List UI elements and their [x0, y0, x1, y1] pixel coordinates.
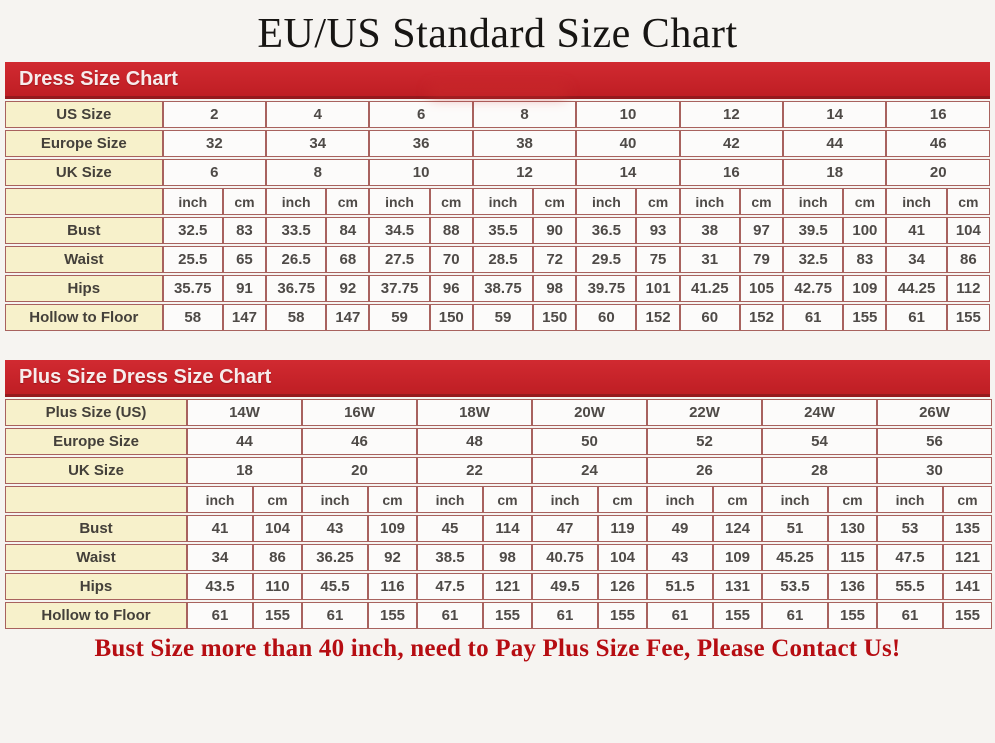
cm-value-cell: 126 [598, 573, 647, 600]
inch-value-cell: 26.5 [266, 246, 326, 273]
cm-value-cell: 131 [713, 573, 762, 600]
cm-value-cell: 91 [223, 275, 266, 302]
cm-value-cell: 121 [943, 544, 992, 571]
cm-value-cell: 83 [223, 217, 266, 244]
row-label: UK Size [5, 457, 187, 484]
row-label: Waist [5, 246, 163, 273]
cm-value-cell: 135 [943, 515, 992, 542]
inch-value-cell: 49.5 [532, 573, 598, 600]
inch-value-cell: 37.75 [369, 275, 429, 302]
cm-value-cell: 155 [368, 602, 417, 629]
inch-value-cell: 47.5 [417, 573, 483, 600]
row-label: US Size [5, 101, 163, 128]
unit-inch-header: inch [762, 486, 828, 513]
cm-value-cell: 155 [483, 602, 532, 629]
row-label: Hollow to Floor [5, 304, 163, 331]
inch-value-cell: 61 [302, 602, 368, 629]
cm-value-cell: 88 [430, 217, 473, 244]
size-value-cell: 26 [647, 457, 762, 484]
inch-value-cell: 28.5 [473, 246, 533, 273]
inch-value-cell: 61 [532, 602, 598, 629]
row-label: Hips [5, 573, 187, 600]
inch-value-cell: 60 [680, 304, 740, 331]
size-value-cell: 12 [680, 101, 783, 128]
cm-value-cell: 155 [947, 304, 990, 331]
size-value-cell: 20W [532, 399, 647, 426]
measure-row [5, 217, 990, 244]
inch-value-cell: 36.75 [266, 275, 326, 302]
size-value-cell: 48 [417, 428, 532, 455]
unit-inch-header: inch [647, 486, 713, 513]
inch-value-cell: 59 [473, 304, 533, 331]
inch-value-cell: 40.75 [532, 544, 598, 571]
cm-value-cell: 104 [598, 544, 647, 571]
size-value-cell: 52 [647, 428, 762, 455]
size-value-cell: 8 [266, 159, 369, 186]
size-value-cell: 10 [576, 101, 679, 128]
inch-value-cell: 61 [877, 602, 943, 629]
cm-value-cell: 155 [598, 602, 647, 629]
cm-value-cell: 93 [636, 217, 679, 244]
inch-value-cell: 32.5 [163, 217, 223, 244]
cm-value-cell: 150 [533, 304, 576, 331]
row-label: Europe Size [5, 428, 187, 455]
size-row [5, 457, 992, 484]
unit-inch-header: inch [473, 188, 533, 215]
inch-value-cell: 34 [886, 246, 946, 273]
size-value-cell: 16 [680, 159, 783, 186]
cm-value-cell: 68 [326, 246, 369, 273]
unit-inch-header: inch [680, 188, 740, 215]
inch-value-cell: 61 [647, 602, 713, 629]
inch-value-cell: 44.25 [886, 275, 946, 302]
row-label: Bust [5, 217, 163, 244]
cm-value-cell: 116 [368, 573, 417, 600]
inch-value-cell: 38.75 [473, 275, 533, 302]
unit-inch-header: inch [417, 486, 483, 513]
inch-value-cell: 60 [576, 304, 636, 331]
standard_chart-table [5, 99, 990, 333]
unit-cm-header: cm [843, 188, 886, 215]
plus-chart-table-container [5, 397, 990, 631]
unit-inch-header: inch [302, 486, 368, 513]
inch-value-cell: 38.5 [417, 544, 483, 571]
size-value-cell: 40 [576, 130, 679, 157]
inch-value-cell: 47.5 [877, 544, 943, 571]
inch-value-cell: 43 [302, 515, 368, 542]
inch-value-cell: 39.5 [783, 217, 843, 244]
inch-value-cell: 36.5 [576, 217, 636, 244]
unit-cm-header: cm [828, 486, 877, 513]
size-value-cell: 6 [163, 159, 266, 186]
row-label-empty [5, 486, 187, 513]
size-value-cell: 24 [532, 457, 647, 484]
inch-value-cell: 45 [417, 515, 483, 542]
size-value-cell: 36 [369, 130, 472, 157]
cm-value-cell: 101 [636, 275, 679, 302]
cm-value-cell: 155 [943, 602, 992, 629]
size-value-cell: 20 [886, 159, 990, 186]
size-value-cell: 20 [302, 457, 417, 484]
size-row [5, 130, 990, 157]
unit-inch-header: inch [576, 188, 636, 215]
size-value-cell: 16 [886, 101, 990, 128]
size-value-cell: 26W [877, 399, 992, 426]
unit-inch-header: inch [187, 486, 253, 513]
size-value-cell: 22W [647, 399, 762, 426]
size-row [5, 428, 992, 455]
cm-value-cell: 109 [368, 515, 417, 542]
inch-value-cell: 43 [647, 544, 713, 571]
size-value-cell: 56 [877, 428, 992, 455]
cm-value-cell: 114 [483, 515, 532, 542]
unit-cm-header: cm [326, 188, 369, 215]
inch-value-cell: 41 [187, 515, 253, 542]
inch-value-cell: 41 [886, 217, 946, 244]
cm-value-cell: 112 [947, 275, 990, 302]
cm-value-cell: 92 [368, 544, 417, 571]
unit-inch-header: inch [877, 486, 943, 513]
unit-inch-header: inch [886, 188, 946, 215]
inch-value-cell: 58 [163, 304, 223, 331]
cm-value-cell: 70 [430, 246, 473, 273]
cm-value-cell: 119 [598, 515, 647, 542]
size-value-cell: 54 [762, 428, 877, 455]
inch-value-cell: 39.75 [576, 275, 636, 302]
inch-value-cell: 41.25 [680, 275, 740, 302]
inch-value-cell: 36.25 [302, 544, 368, 571]
cm-value-cell: 130 [828, 515, 877, 542]
inch-value-cell: 53.5 [762, 573, 828, 600]
cm-value-cell: 105 [740, 275, 783, 302]
standard-size-chart-section [0, 62, 995, 333]
size-value-cell: 18W [417, 399, 532, 426]
unit-inch-header: inch [266, 188, 326, 215]
size-value-cell: 32 [163, 130, 266, 157]
cm-value-cell: 121 [483, 573, 532, 600]
inch-value-cell: 35.75 [163, 275, 223, 302]
unit-cm-header: cm [947, 188, 990, 215]
cm-value-cell: 115 [828, 544, 877, 571]
inch-value-cell: 49 [647, 515, 713, 542]
cm-value-cell: 98 [483, 544, 532, 571]
cm-value-cell: 72 [533, 246, 576, 273]
cm-value-cell: 96 [430, 275, 473, 302]
cm-value-cell: 83 [843, 246, 886, 273]
plus-size-fee-note: Bust Size more than 40 inch, need to Pay Plus Size Fee, Please Contact Us! [94, 635, 901, 662]
cm-value-cell: 109 [713, 544, 762, 571]
inch-value-cell: 32.5 [783, 246, 843, 273]
unit-inch-header: inch [163, 188, 223, 215]
units-row [5, 188, 990, 215]
measure-row [5, 544, 992, 571]
inch-value-cell: 53 [877, 515, 943, 542]
measure-row [5, 275, 990, 302]
row-label: Bust [5, 515, 187, 542]
inch-value-cell: 59 [369, 304, 429, 331]
inch-value-cell: 42.75 [783, 275, 843, 302]
inch-value-cell: 55.5 [877, 573, 943, 600]
cm-value-cell: 65 [223, 246, 266, 273]
measure-row [5, 304, 990, 331]
measure-row [5, 515, 992, 542]
size-value-cell: 14 [783, 101, 886, 128]
size-value-cell: 16W [302, 399, 417, 426]
inch-value-cell: 61 [417, 602, 483, 629]
cm-value-cell: 97 [740, 217, 783, 244]
size-value-cell: 24W [762, 399, 877, 426]
units-row [5, 486, 992, 513]
size-value-cell: 2 [163, 101, 266, 128]
cm-value-cell: 86 [947, 246, 990, 273]
cm-value-cell: 79 [740, 246, 783, 273]
cm-value-cell: 124 [713, 515, 762, 542]
inch-value-cell: 45.25 [762, 544, 828, 571]
inch-value-cell: 61 [762, 602, 828, 629]
inch-value-cell: 45.5 [302, 573, 368, 600]
inch-value-cell: 43.5 [187, 573, 253, 600]
inch-value-cell: 58 [266, 304, 326, 331]
size-value-cell: 14W [187, 399, 302, 426]
inch-value-cell: 34.5 [369, 217, 429, 244]
size-value-cell: 18 [783, 159, 886, 186]
row-label: Hips [5, 275, 163, 302]
page-title: EU/US Standard Size Chart [257, 11, 738, 57]
cm-value-cell: 147 [326, 304, 369, 331]
unit-cm-header: cm [636, 188, 679, 215]
row-label: Europe Size [5, 130, 163, 157]
size-value-cell: 44 [783, 130, 886, 157]
cm-value-cell: 98 [533, 275, 576, 302]
size-value-cell: 34 [266, 130, 369, 157]
unit-cm-header: cm [253, 486, 302, 513]
size-value-cell: 6 [369, 101, 472, 128]
inch-value-cell: 29.5 [576, 246, 636, 273]
unit-cm-header: cm [943, 486, 992, 513]
unit-cm-header: cm [598, 486, 647, 513]
size-value-cell: 44 [187, 428, 302, 455]
inch-value-cell: 47 [532, 515, 598, 542]
inch-value-cell: 34 [187, 544, 253, 571]
cm-value-cell: 155 [828, 602, 877, 629]
size-value-cell: 8 [473, 101, 576, 128]
cm-value-cell: 104 [947, 217, 990, 244]
size-value-cell: 30 [877, 457, 992, 484]
cm-value-cell: 86 [253, 544, 302, 571]
size-value-cell: 12 [473, 159, 576, 186]
unit-cm-header: cm [740, 188, 783, 215]
unit-cm-header: cm [430, 188, 473, 215]
inch-value-cell: 27.5 [369, 246, 429, 273]
size-value-cell: 38 [473, 130, 576, 157]
unit-cm-header: cm [533, 188, 576, 215]
size-value-cell: 28 [762, 457, 877, 484]
row-label-empty [5, 188, 163, 215]
unit-cm-header: cm [483, 486, 532, 513]
measure-row [5, 573, 992, 600]
size-value-cell: 10 [369, 159, 472, 186]
cm-value-cell: 110 [253, 573, 302, 600]
cm-value-cell: 155 [253, 602, 302, 629]
size-row [5, 399, 992, 426]
inch-value-cell: 33.5 [266, 217, 326, 244]
cm-value-cell: 104 [253, 515, 302, 542]
inch-value-cell: 25.5 [163, 246, 223, 273]
measure-row [5, 246, 990, 273]
unit-cm-header: cm [223, 188, 266, 215]
inch-value-cell: 31 [680, 246, 740, 273]
size-value-cell: 4 [266, 101, 369, 128]
inch-value-cell: 61 [187, 602, 253, 629]
size-value-cell: 46 [302, 428, 417, 455]
size-row [5, 101, 990, 128]
cm-value-cell: 84 [326, 217, 369, 244]
cm-value-cell: 147 [223, 304, 266, 331]
size-value-cell: 14 [576, 159, 679, 186]
inch-value-cell: 61 [783, 304, 843, 331]
size-value-cell: 46 [886, 130, 990, 157]
row-label: Hollow to Floor [5, 602, 187, 629]
cm-value-cell: 109 [843, 275, 886, 302]
cm-value-cell: 92 [326, 275, 369, 302]
plus-chart-header-bar: Plus Size Dress Size Chart [5, 360, 990, 397]
unit-cm-header: cm [368, 486, 417, 513]
plus-size-chart-section [0, 360, 995, 631]
cm-value-cell: 100 [843, 217, 886, 244]
inch-value-cell: 38 [680, 217, 740, 244]
inch-value-cell: 51 [762, 515, 828, 542]
unit-inch-header: inch [369, 188, 429, 215]
cm-value-cell: 136 [828, 573, 877, 600]
standard-chart-header-bar: Dress Size Chart [5, 62, 990, 99]
size-value-cell: 42 [680, 130, 783, 157]
size-value-cell: 22 [417, 457, 532, 484]
row-label: Plus Size (US) [5, 399, 187, 426]
cm-value-cell: 141 [943, 573, 992, 600]
inch-value-cell: 35.5 [473, 217, 533, 244]
unit-cm-header: cm [713, 486, 762, 513]
row-label: Waist [5, 544, 187, 571]
measure-row [5, 602, 992, 629]
cm-value-cell: 152 [636, 304, 679, 331]
unit-inch-header: inch [532, 486, 598, 513]
inch-value-cell: 51.5 [647, 573, 713, 600]
size-value-cell: 18 [187, 457, 302, 484]
inch-value-cell: 61 [886, 304, 946, 331]
unit-inch-header: inch [783, 188, 843, 215]
cm-value-cell: 155 [843, 304, 886, 331]
plus_chart-table [5, 397, 992, 631]
standard-chart-table-container [5, 99, 990, 333]
size-row [5, 159, 990, 186]
cm-value-cell: 155 [713, 602, 762, 629]
cm-value-cell: 75 [636, 246, 679, 273]
cm-value-cell: 152 [740, 304, 783, 331]
row-label: UK Size [5, 159, 163, 186]
size-value-cell: 50 [532, 428, 647, 455]
cm-value-cell: 150 [430, 304, 473, 331]
cm-value-cell: 90 [533, 217, 576, 244]
